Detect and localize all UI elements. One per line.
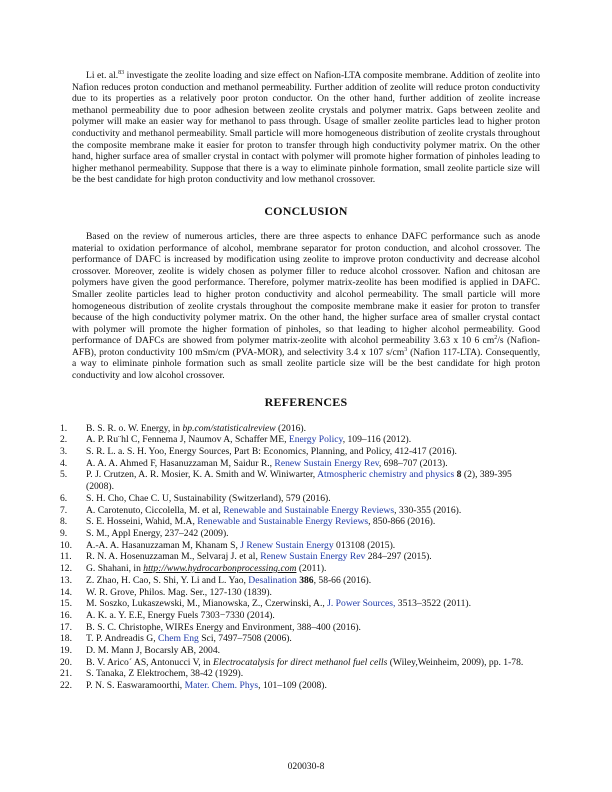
reference-number: 17. [60,621,72,633]
body-paragraph [72,70,540,186]
reference-text: B. S. C. Christophe, WIREs Energy and Environment, 388–400 (2016). [86,621,361,633]
reference-text: , 109–116 (2012). [342,434,412,446]
reference-item [60,516,540,528]
conclusion-heading: CONCLUSION [264,203,348,218]
reference-text: S. M., Appl Energy, 237–242 (2009). [86,527,229,539]
reference-journal-link[interactable]: J Renew Sustain Energy [240,539,334,551]
page-number: 020030-8 [287,761,325,772]
reference-journal-link[interactable]: Atmospheric chemistry and physics [317,469,455,481]
reference-text: M. Soszko, Lukaszewski, M., Mianowska, Z., Czerwinski, A., [86,598,328,610]
reference-item [60,446,540,458]
reference-text: A. Carotenuto, Ciccolella, M. et al, [86,504,224,516]
reference-number: 5. [60,469,68,481]
references-heading: REFERENCES [264,394,348,409]
reference-text: A. P. Ru¨hl C, Fennema J, Naumov A, Schaffer ME, [86,434,289,446]
reference-journal-link[interactable]: Chem Eng [158,633,199,645]
reference-number: 10. [60,539,72,551]
reference-text: W. R. Grove, Philos. Mag. Ser., 127-130 (1839). [86,586,272,598]
conclusion-paragraph [72,231,540,382]
reference-item [60,668,540,680]
reference-number: 18. [60,633,72,645]
reference-text: 284–297 (2015). [365,551,432,563]
reference-number: 15. [60,598,72,610]
reference-journal-link[interactable]: Mater. Chem. Phys [184,680,259,692]
reference-text: D. M. Mann J, Bocarsly AB, 2004. [86,645,221,657]
reference-item [60,434,540,446]
page-body [60,69,540,692]
reference-number: 9. [60,527,68,539]
reference-journal-link[interactable]: Desalination [248,574,297,586]
reference-item [60,587,540,599]
conclusion-text-b: /s (Nafion-AFB), proton conductivity 100 mSm/cm (PVA-MOR), and selectivity 3.4 x 107 s/cm [72,335,540,358]
reference-item [60,680,540,692]
reference-number: 13. [60,574,72,586]
reference-number: 7. [60,504,68,516]
reference-item [60,610,540,622]
reference-item [60,505,540,517]
reference-item [60,598,540,610]
reference-text: 013108 (2015). [333,539,396,551]
reference-text: 3513–3522 (2011). [395,598,471,610]
reference-text: (2), 389-395 (2008). [86,469,512,493]
reference-journal-link[interactable]: J. Power Sources, [327,598,396,610]
reference-text: P. J. Crutzen, A. R. Mosier, K. A. Smith and W. Winiwarter, [86,469,318,481]
reference-journal-link[interactable]: Energy Policy [288,434,343,446]
reference-number: 8. [60,516,68,528]
reference-number: 16. [60,609,72,621]
reference-list [60,422,540,692]
reference-number: 2. [60,434,68,446]
reference-text: (2011). [296,563,327,575]
reference-text: B. V. Arico´ AS, Antonucci V, in [86,656,213,668]
reference-item [60,645,540,657]
reference-number: 3. [60,446,68,458]
reference-number: 4. [60,457,68,469]
paragraph-text: investigate the zeolite loading and size effect on Nafion-LTA composite membrane. Addition of zeolite into Nafion reduces proton conduction and methanol permeability. Further addition of zeolite will reduce proton conductivity due to its properties as a relatively poor proton conductor. On the other hand, further addition of zeolite increase methanol permeability due to poor adhesion between zeolite crystals and polymer matrix. Gaps between zeolite and polymer will make an easier way for methanol to pass through. Usage of smaller zeolite particles lead to higher proton conductivity and methanol permeability. Small particle will more homogeneous distribution of zeolite crystals throughout the composite membrane make it easier for proton to transfer through high conductivity polymer matrix. On the other hand, higher surface area of smaller crystal in contact with polymer will promote higher formation of pinholes leading to higher methanol permeability. Suppose that there is a way to eliminate pinhole formation, small zeolite particle size will be the best candidate for high proton conductivity and low methanol crossover. [72,70,540,186]
reference-item [60,633,540,645]
reference-item [60,540,540,552]
reference-number: 11. [60,551,72,563]
reference-number: 12. [60,563,72,575]
reference-item [60,493,540,505]
reference-text: B. S. R. o. W. Energy, in [86,422,183,434]
reference-text: S. H. Cho, Chae C. U, Sustainability (Switzerland), 579 (2016). [86,492,331,504]
reference-text: P. N. S. Easwaramoorthi, [86,680,185,692]
conclusion-text-a: Based on the review of numerous articles, there are three aspects to enhance DAFC performance such as anode material to oxidation performance of alcohol, membrane separator for proton conduction, and alcohol crossover. The performance of DAFC is increased by modification using zeolite to improve proton conductivity and decrease alcohol crossover. Moreover, zeolite is widely chosen as polymer filler to reduce alcohol crossover. Nafion and chitosan are polymers have given the good performance. Therefore, polymer matrix-zeolite has been modified is applied in DAFC. Smaller zeolite particles lead to higher proton conductivity and alcohol permeability. The small particle will more homogeneous distribution of zeolite crystals throughout the composite membrane make it easier for proton to transfer because of the high conductivity polymer matrix. On the other hand, the higher surface area of smaller crystal contact with polymer will promote the higher formation of pinholes, so that leading to higher alcohol permeability. Good performance of DAFCs are showed from polymer matrix-zeolite with alcohol permeability 3.63 x 10 6 cm [72,230,540,347]
reference-text: T. P. Andreadis G, [86,633,159,645]
reference-italic: bp.com/statisticalreview [182,422,276,434]
reference-text: (2016). [275,422,307,434]
reference-item [60,657,540,669]
reference-journal-link[interactable]: Renew Sustain Energy Rev [274,457,379,469]
reference-number: 21. [60,668,72,680]
reference-number: 22. [60,680,72,692]
reference-number: 19. [60,645,72,657]
reference-text: , 698–707 (2013). [378,457,448,469]
citation-superscript: 83 [118,69,125,76]
reference-number: 14. [60,586,72,598]
reference-text: A.-A. A. Hasanuzzaman M, Khanam S, [86,539,241,551]
reference-journal-link[interactable]: Renewable and Sustainable Energy Reviews [197,516,369,528]
reference-item [60,528,540,540]
reference-text: R. N. A. Hosenuzzaman M., Selvaraj J. et al, [86,551,261,563]
reference-item [60,575,540,587]
conclusion-text-c: (Nafion 117-LTA). Consequently, a way to eliminate pinhole formation such as small zeolite particle size will be the best candidate for high proton conductivity and low alcohol crossover. [72,346,540,382]
reference-text: , 101–109 (2008). [258,680,327,692]
reference-url-link[interactable]: http://www.hydrocarbonprocessing.com [143,563,297,575]
reference-item [60,458,540,470]
reference-text: Z. Zhao, H. Cao, S. Shi, Y. Li and L. Yao, [86,574,249,586]
reference-journal-link[interactable]: Renew Sustain Energy Rev [260,551,366,563]
reference-item [60,563,540,575]
reference-item [60,469,540,492]
reference-number: 20. [60,656,72,668]
reference-number: 1. [60,422,68,434]
paragraph-lead: Li et. al. [86,70,119,81]
reference-volume: 386 [296,574,314,586]
reference-italic: Electrocatalysis for direct methanol fuel cells [212,656,388,668]
reference-text: A. K. a. Y. E.E, Energy Fuels 7303−7330 (2014). [86,609,275,621]
reference-text: (Wiley,Weinheim, 2009), pp. 1-78. [387,656,524,668]
reference-text: , 330-355 (2016). [394,504,462,516]
superscript: 3 [404,346,408,353]
reference-text: Sci, 7497–7508 (2006). [198,633,292,645]
reference-text: G. Shahani, in [86,563,144,575]
reference-volume: 8 [454,469,462,481]
reference-item [60,423,540,435]
reference-number: 6. [60,492,68,504]
reference-text: , 58-66 (2016). [313,574,372,586]
reference-item [60,551,540,563]
reference-text: , 850-866 (2016). [368,516,436,528]
reference-text: S. R. L. a. S. H. Yoo, Energy Sources, Part B: Economics, Planning, and Policy, 412-417 (2016). [86,446,457,458]
reference-text: A. A. A. Ahmed F, Hasanuzzaman M, Saidur R., [86,457,275,469]
reference-item [60,622,540,634]
reference-journal-link[interactable]: Renewable and Sustainable Energy Reviews [223,504,395,516]
reference-text: S. E. Hosseini, Wahid, M.A, [86,516,198,528]
reference-text: S. Tanaka, Z Elektrochem, 38-42 (1929). [86,668,244,680]
superscript: 2 [494,335,498,342]
